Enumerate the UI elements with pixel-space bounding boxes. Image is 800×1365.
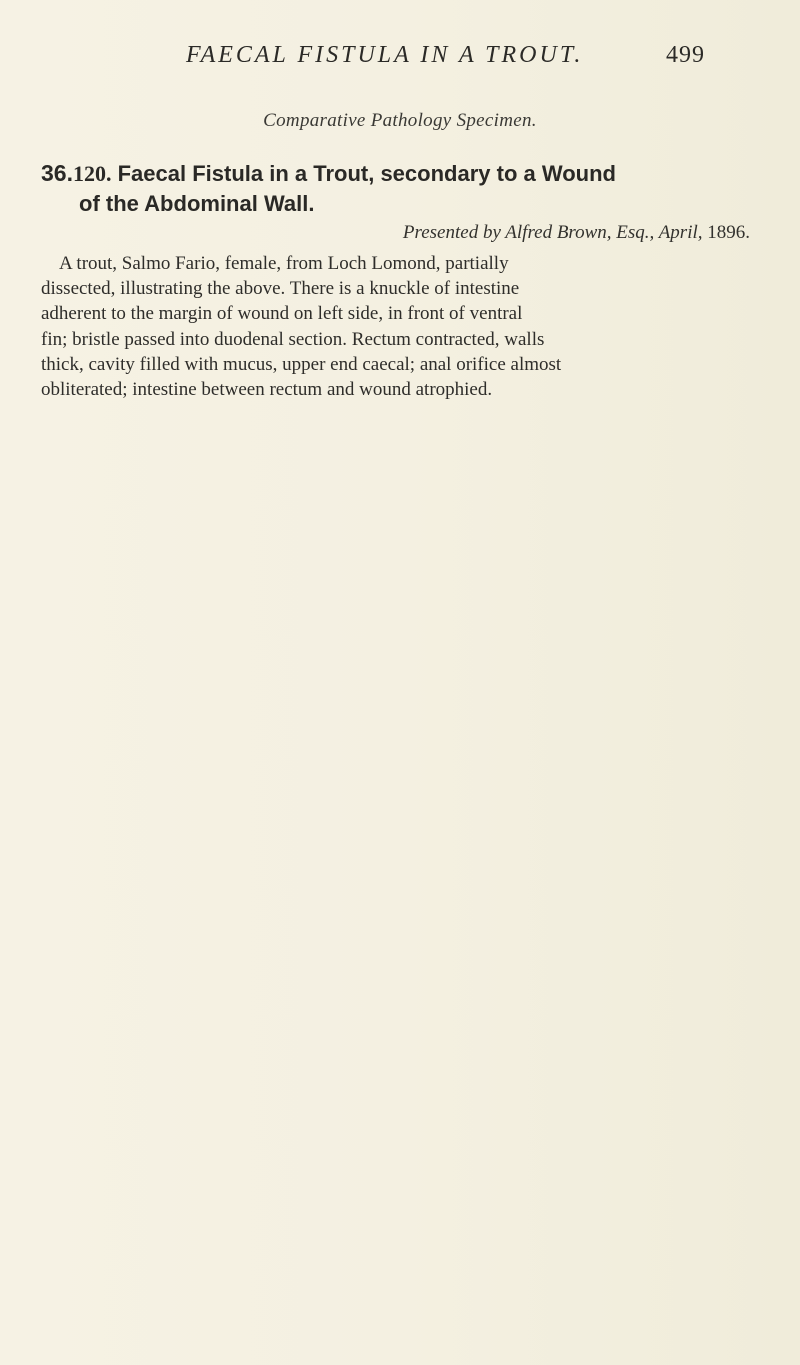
description-line: thick, cavity filled with mucus, upper end caecal; anal orifice almost [41, 353, 562, 375]
entry-heading-line-1 [41, 158, 721, 189]
presented-year: 1896. [707, 222, 750, 243]
section-heading: Comparative Pathology Specimen. [263, 110, 537, 131]
presented-by-line [403, 222, 750, 244]
description-line: adherent to the margin of wound on left side, in front of ventral [41, 303, 523, 325]
description-line: A trout, Salmo Fario, female, from Loch Lomond, partially [59, 253, 509, 274]
entry-title-line-1: Faecal Fistula in a Trout, secondary to a Wound [117, 161, 616, 186]
entry-number: 36. [41, 160, 73, 186]
running-title: FAECAL FISTULA IN A TROUT. [186, 42, 584, 68]
description-line: obliterated; intestine between rectum and wound atrophied. [41, 379, 493, 401]
page-number: 499 [666, 42, 705, 68]
entry-heading [41, 158, 721, 219]
running-head [0, 36, 800, 76]
specimen-description [41, 251, 747, 402]
presented-by-text: Presented by Alfred Brown, Esq., April, [402, 222, 703, 243]
catalogue-number: 120. [72, 161, 112, 186]
description-line: fin; bristle passed into duodenal section. Rectum contracted, walls [41, 328, 545, 350]
description-line: dissected, illustrating the above. There is a knuckle of intestine [41, 278, 520, 300]
entry-title-line-2: of the Abdominal Wall. [79, 191, 315, 216]
